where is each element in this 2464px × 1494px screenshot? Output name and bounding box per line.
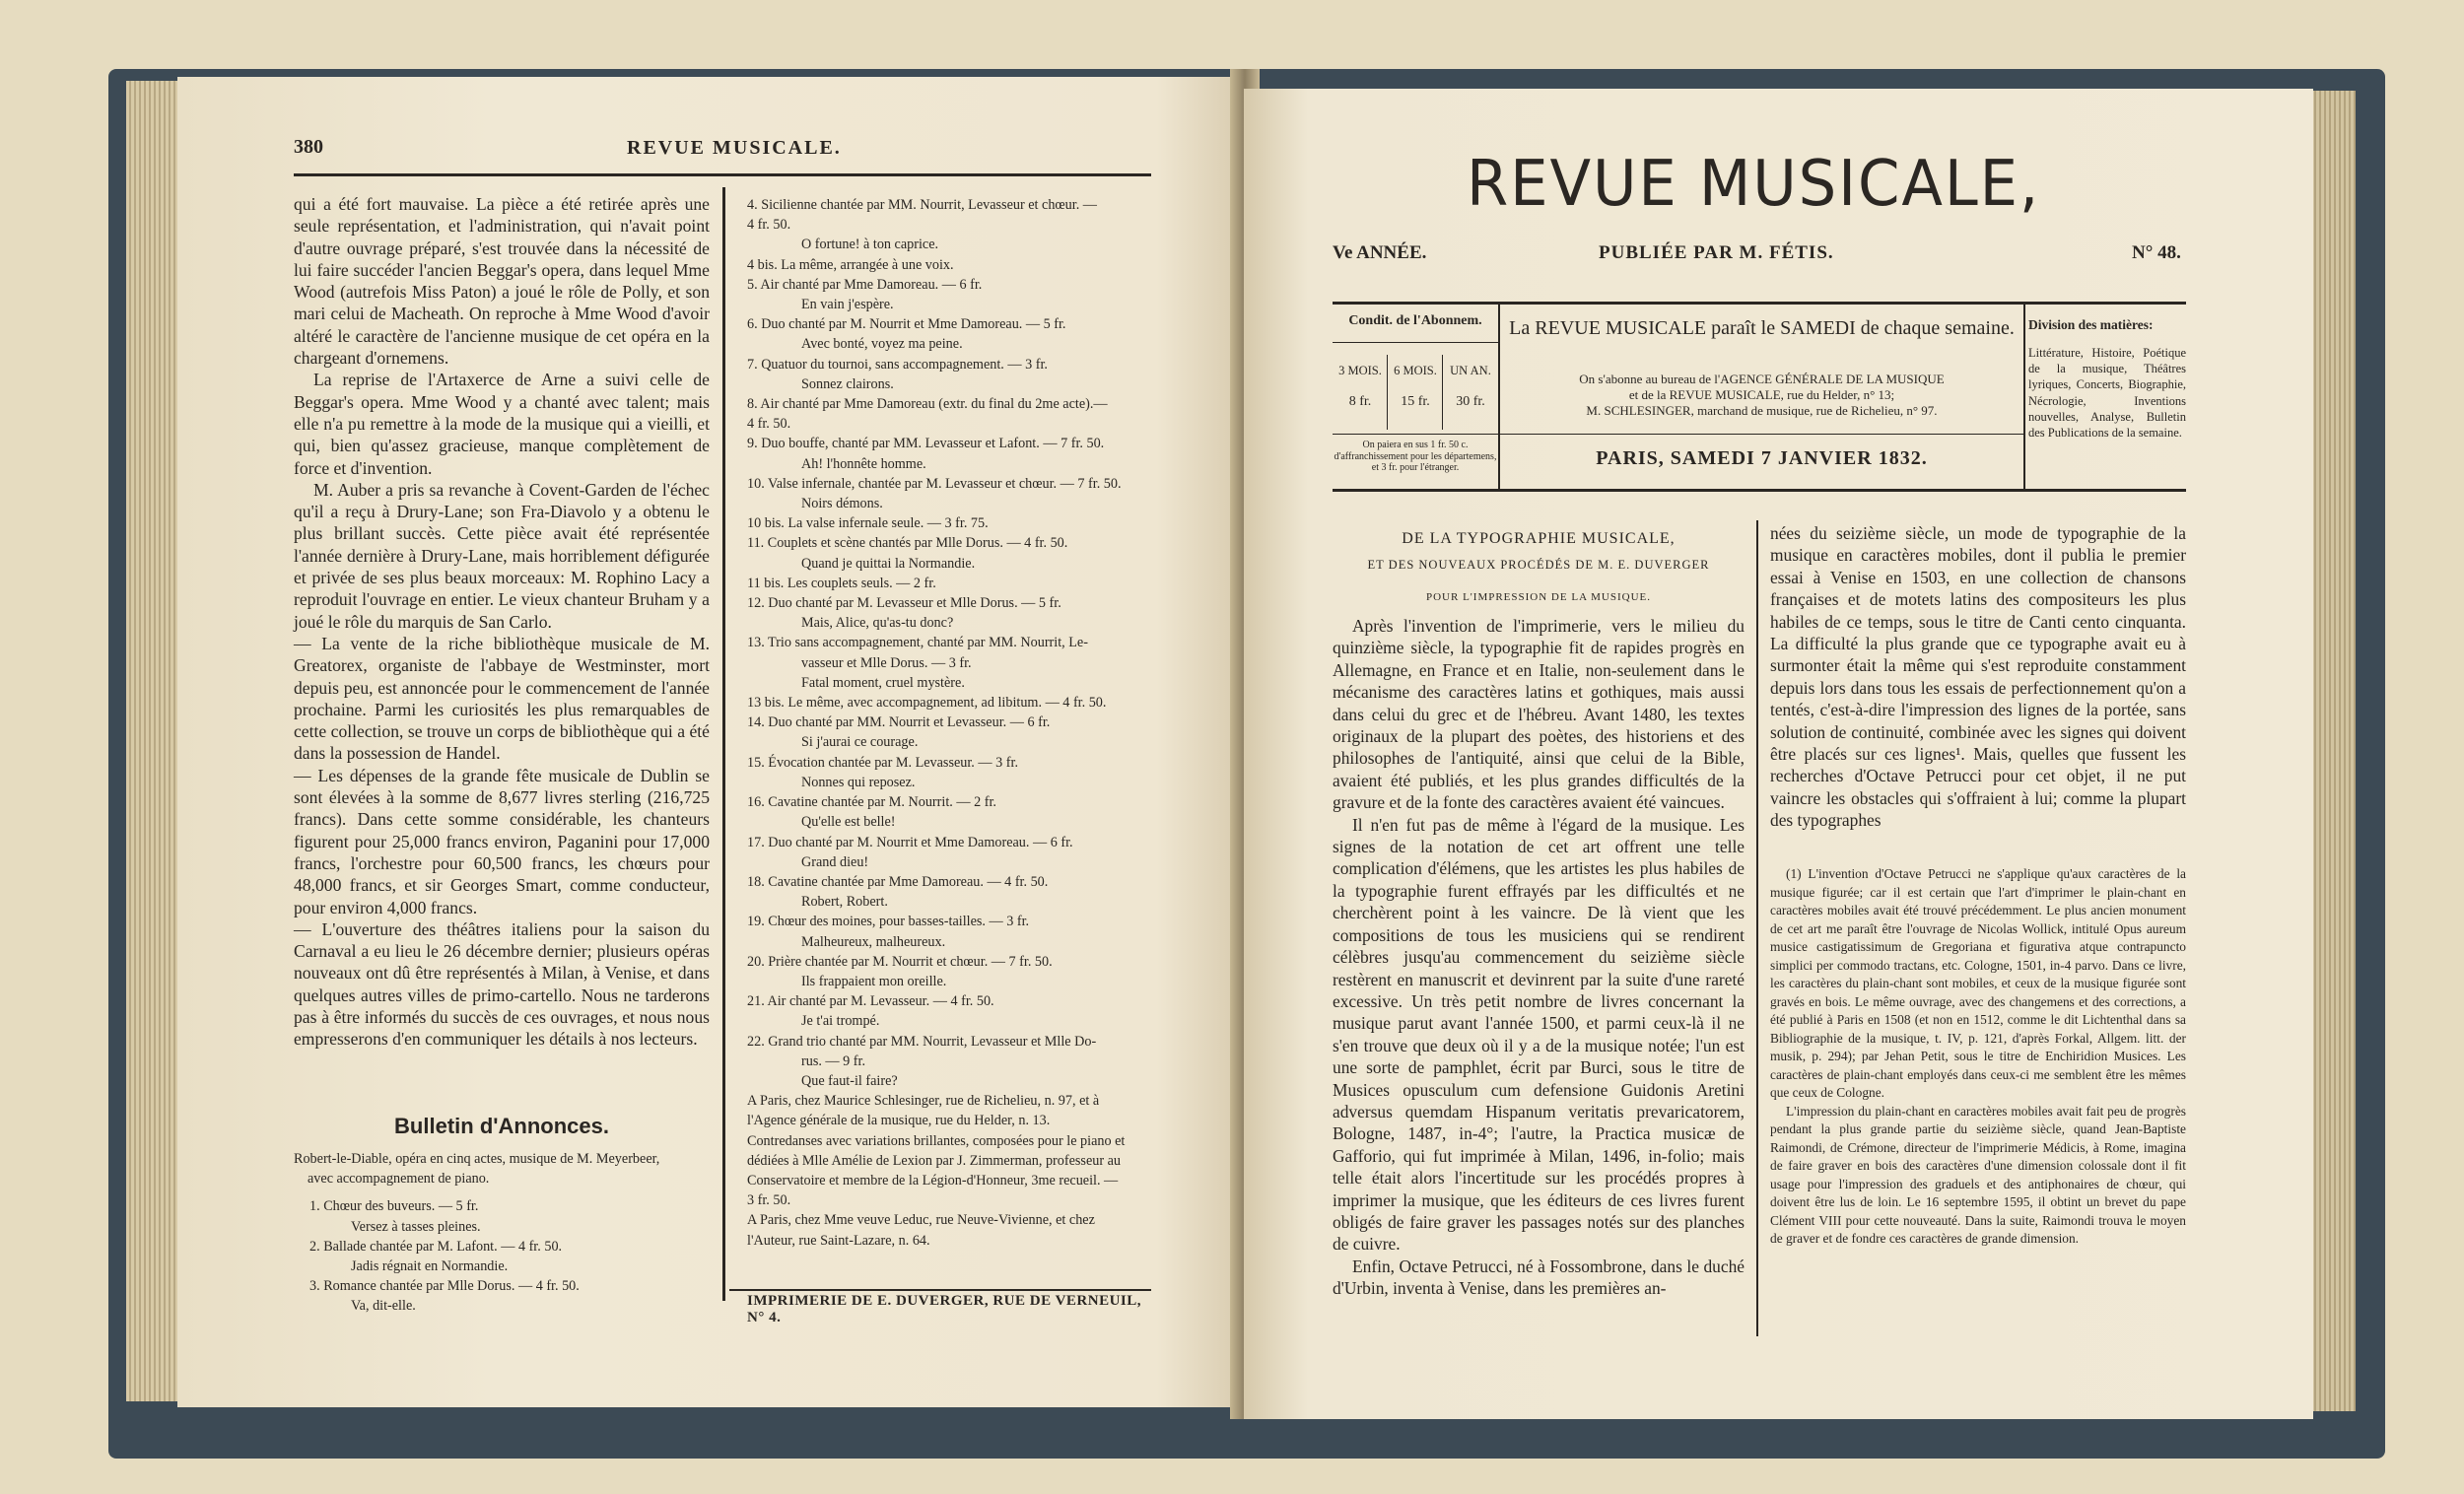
imprint-rule [729, 1289, 1151, 1291]
footnote-paragraph: (1) L'invention d'Octave Petrucci ne s'applique qu'aux caractères de la musique figurée; car il est certain que l'art d'imprimer le plain-chant en caractères mobiles avait été trouvé précédemment. Le plus ancien monument de cet art me paraît être l'ouvrage de Nicolas Wollick, intitulé Opus aureum musice castigatissimum de Gregoriana et figurativa atque contrapuncto simplici per commodo tractans, etc. Cologne, 1501, in-4 parvo. Dans ce livre, les caractères du plain-chant sont mobiles, et ceux de la musique figurée sont gravés en bois. Le même ouvrage, avec des changemens et des corrections, a été publié à Paris en 1508 (et non en 1512, comme le dit Lichtenthal dans sa Bibliographie de la musique, t. IV, p. 121, d'après Forkal, Allgem. litt. der musik, p. 294); par Jehan Petit, sous le titre de Enchiridion Musices. Les caractères de plain-chant employés dans ceux-ci me semblent être les mêmes que ceux de Cologne. [1770, 866, 2186, 1100]
catalog-line: 22. Grand trio chanté par MM. Nourrit, Levasseur et Mlle Do- [747, 1033, 1097, 1050]
catalog-line: dédiées à Mlle Amélie de Lexion par J. Zimmerman, professeur au [747, 1152, 1121, 1169]
catalog-line: 9. Duo bouffe, chanté par MM. Levasseur et Lafont. — 7 fr. 50. [747, 436, 1105, 452]
catalog-line: Contredanses avec variations brillantes, composées pour le piano et [747, 1132, 1126, 1149]
subscription-title: Condit. de l'Abonnem. [1348, 313, 1482, 328]
catalog-line: Malheureux, malheureux. [801, 933, 946, 950]
paragraph: Il n'en fut pas de même à l'égard de la musique. Les signes de la notation de cet art offrent une telle complication d'élémens, que les artistes les plus habiles de la typographie furent effrayés par les difficultés et ne cherchèrent point à les vaincre. De là vient que les compositions de tous les musiciens qui se rendirent célèbres jusqu'au commencement du seizième siècle restèrent en manuscrit et devinrent par la suite d'une rareté excessive. Un très petit nombre de livres concernant la musique parut avant l'année 1500, et parmi ceux-là il ne s'en trouve que deux où il y a de la musique notée; l'un est une sorte de pamphlet, écrit par Burci, sous le titre de Musices opusculum cum defensione Guidonis Aretini adversus quemdam Hispanum veritatis prevaricatorem, Bologne, 1487, in-4°; l'autre, la Practica musicæ de Gafforio, qui fut imprimée à Milan, 1496, in-folio; mais telle était alors l'incertitude sur les procédés propres à imprimer la musique, que les éditeurs de ces livres furent obligés de faire graver les passages notés sur des planches de cuivre. [1333, 814, 1745, 1255]
running-head: REVUE MUSICALE. [627, 137, 842, 159]
column-divider [1756, 520, 1758, 1336]
header-rule [294, 173, 1151, 176]
paragraph: — La vente de la riche bibliothèque musicale de M. Greatorex, organiste de l'abbaye de Westminster, mort depuis peu, est annoncée pour le commencement de l'année prochaine. Parmi les curiosités les plus remarquables de cette collection, se trouve un corps de bibliothèque qui a été dans la possession de Handel. [294, 633, 710, 764]
catalog-line: 16. Cavatine chantée par M. Nourrit. — 2 fr. [747, 794, 996, 811]
paragraph: — Les dépenses de la grande fête musicale de Dublin se sont élevées à la somme de 8,677 livres sterling (216,725 francs). Dans cette somme considérable, les chanteurs figurent pour 25,000 francs environ, Paganini pour 17,000 francs, l'orchestre pour 60,500 francs, les chœurs pour 48,000 francs, et sir Georges Smart, comme conducteur, pour environ 4,000 francs. [294, 765, 710, 917]
paragraph: La reprise de l'Artaxerce de Arne a suivi celle de Beggar's opera. Mme Wood y a chanté avec talent; mais elle n'a pu remettre à la mode de la musique qui a vieilli, et qui, bien qu'assez gracieuse, manque complètement de force et d'invention. [294, 370, 710, 478]
subscription-address: M. SCHLESINGER, marchand de musique, rue de Richelieu, n° 97. [1586, 403, 1938, 418]
catalog-line: Sonnez clairons. [801, 375, 894, 392]
box-divider-right [2023, 304, 2025, 489]
subscription-address: et de la REVUE MUSICALE, rue du Helder, n° 13; [1628, 387, 1895, 402]
article-column-2 [1770, 522, 2186, 832]
catalog-line: l'Agence générale de la musique, rue du Helder, n. 13. [747, 1113, 1051, 1129]
article-title: DE LA TYPOGRAPHIE MUSICALE, [1402, 530, 1676, 547]
catalog-line: vasseur et Mlle Dorus. — 3 fr. [801, 654, 972, 671]
catalog-line: Que faut-il faire? [801, 1072, 898, 1089]
catalog-line: 17. Duo chanté par M. Nourrit et Mme Damoreau. — 6 fr. [747, 834, 1073, 850]
catalog-line: Quand je quittai la Normandie. [801, 555, 976, 572]
catalog-line: 18. Cavatine chantée par Mme Damoreau. — 4 fr. 50. [747, 873, 1049, 890]
catalog-line: O fortune! à ton caprice. [801, 237, 939, 253]
catalog-line: A Paris, chez Maurice Schlesinger, rue de Richelieu, n. 97, et à [747, 1093, 1100, 1110]
catalog-line: 6. Duo chanté par M. Nourrit et Mme Damoreau. — 5 fr. [747, 316, 1066, 333]
bulletin-line: Robert-le-Diable, opéra en cinq actes, musique de M. Meyerbeer, [294, 1151, 660, 1167]
paragraph: nées du seizième siècle, un mode de typographie de la musique en caractères mobiles, dont il publia le premier essai à Venise en 1503, en une collection de chansons françaises et de motets latins des compositeurs les plus habiles de ce temps, sous le titre de Canti cento cinquanta. La difficulté la plus grande que ce typographe avait eu à surmonter était la même qui s'est reproduite constamment depuis lors dans tous les essais de perfectionnement qu'on a tentés, c'est-à-dire l'impression des lignes de la portée, sans solution de continuité, combinée avec les signes qui doivent être placés sur ces lignes¹. Mais, quelles que fussent les recherches d'Octave Petrucci pour cet objet, il ne put vaincre les obstacles qui s'offraient à lui; comme la plupart des typographes [1770, 523, 2186, 831]
catalog-line: 14. Duo chanté par MM. Nourrit et Levasseur. — 6 fr. [747, 714, 1051, 731]
article-column-1 [1333, 615, 1745, 1300]
catalog-line: 4 fr. 50. [747, 217, 791, 234]
paragraph: Enfin, Octave Petrucci, né à Fossombrone, dans le duché d'Urbin, inventa à Venise, dans les premières an- [1333, 1256, 1745, 1299]
issue-number: N° 48. [2132, 242, 2181, 263]
masthead-rule-bottom [1333, 489, 2186, 492]
catalog-line: Nonnes qui reposez. [801, 774, 916, 790]
catalog-line: rus. — 9 fr. [801, 1053, 866, 1069]
catalog-line: 4. Sicilienne chantée par MM. Nourrit, Levasseur et chœur. — [747, 197, 1097, 213]
paragraph: qui a été fort mauvaise. La pièce a été retirée après une seule représentation, et l'administration, qui n'avait point d'autre ouvrage préparé, s'est trouvée dans la nécessité de lui faire succéder l'ancien Beggar's opera, dans lequel Mme Wood (autrefois Miss Paton) a joué le rôle de Polly, et son mari celui de Macheath. On reproche à Mme Wood d'avoir altéré le caractère de l'ancienne musique de cet opéra en la chargeant d'ornemens. [294, 194, 710, 369]
masthead-rule-top [1333, 302, 2186, 305]
catalog-line: Si j'aurai ce courage. [801, 734, 919, 751]
article-subtitle: ET DES NOUVEAUX PROCÉDÉS DE M. E. DUVERGER [1367, 558, 1710, 572]
left-column-1 [294, 193, 710, 1051]
center-box-rule [1500, 434, 2023, 435]
imprint: IMPRIMERIE DE E. DUVERGER, RUE DE VERNEUIL, N° 4. [747, 1293, 1142, 1325]
left-column-2 [747, 195, 1151, 1251]
bulletin-line: Jadis régnait en Normandie. [351, 1258, 509, 1275]
catalog-line: Noirs démons. [801, 496, 883, 512]
catalog-line: 20. Prière chantée par M. Nourrit et chœur. — 7 fr. 50. [747, 953, 1053, 970]
cell-divider [1387, 355, 1388, 430]
catalog-line: 11 bis. Les couplets seuls. — 2 fr. [747, 575, 936, 591]
publication-notice: La REVUE MUSICALE paraît le SAMEDI de chaque semaine. [1509, 317, 2015, 339]
division-text: Littérature, Histoire, Poétique de la musique, Théâtres lyriques, Concerts, Biographie, Nécrologie, Inventions nouvelles, Analyse, Bulletin des Publications de la semaine. [2028, 346, 2186, 441]
article-subtitle: POUR L'IMPRESSION DE LA MUSIQUE. [1425, 591, 1652, 603]
subscription-price: 30 fr. [1456, 394, 1485, 409]
paragraph: M. Auber a pris sa revanche à Covent-Garden de l'échec qu'il a reçu à Drury-Lane; son Fra-Diavolo y a obtenu le plus brillant succès. Cette pièce avait été représentée l'année dernière à Drury-Lane, mais horriblement défigurée et privée de ses plus beaux morceaux: M. Rophino Lacy a reproduit l'ouvrage en entier. Le vieux chanteur Bruham y a joué le rôle du marquis de San Carlo. [294, 479, 710, 632]
paragraph: Après l'invention de l'imprimerie, vers le milieu du quinzième siècle, la typographie fit de rapides progrès en Allemagne, en France et en Italie, non-seulement dans le mécanisme des caractères latins et gothiques, mais aussi dans celui du grec et de l'hébreu. Avant 1480, les textes originaux de la plupart des poètes, des historiens et des philosophes de l'antiquité, ainsi que celui de la Bible, avaient été publiés, et les plus grandes difficultés de la gravure et de la fonte des caractères avaient été vaincues. [1333, 616, 1745, 813]
catalog-line: 10. Valse infernale, chantée par M. Levasseur et chœur. — 7 fr. 50. [747, 475, 1122, 492]
subscription-rule [1333, 434, 1498, 435]
column-divider [722, 187, 725, 1301]
catalog-line: 8. Air chanté par Mme Damoreau (extr. du final du 2me acte).— [747, 396, 1108, 413]
catalog-line: l'Auteur, rue Saint-Lazare, n. 64. [747, 1232, 930, 1249]
catalog-line: Avec bonté, voyez ma peine. [801, 336, 963, 353]
subscription-header: 6 MOIS. [1394, 364, 1437, 377]
catalog-line: Grand dieu! [801, 853, 869, 870]
subscription-address: On s'abonne au bureau de l'AGENCE GÉNÉRALE DE LA MUSIQUE [1579, 372, 1945, 386]
catalog-line: Ils frappaient mon oreille. [801, 973, 947, 989]
bulletin-line: 2. Ballade chantée par M. Lafont. — 4 fr. 50. [309, 1238, 563, 1255]
subscription-price: 8 fr. [1348, 394, 1372, 409]
catalog-line: Ah! l'honnête homme. [801, 455, 926, 472]
footnote [1770, 865, 2186, 1249]
catalog-line: 5. Air chanté par Mme Damoreau. — 6 fr. [747, 276, 983, 293]
subscription-price: 15 fr. [1401, 394, 1430, 409]
catalog-line: En vain j'espère. [801, 297, 894, 313]
catalog-line: 11. Couplets et scène chantés par Mlle Dorus. — 4 fr. 50. [747, 535, 1068, 552]
catalog-line: 15. Évocation chantée par M. Levasseur. — 3 fr. [747, 754, 1018, 771]
division-title: Division des matières: [2028, 317, 2154, 332]
paragraph: — L'ouverture des théâtres italiens pour la saison du Carnaval a eu lieu le 26 décembre dernier; plusieurs opéras nouveaux ont dû être représentés à Milan, à Venise, et dans quelques autres villes de primo-cartello. Nous ne tarderons pas à être informés du succès de ces ouvrages, et nous nous empresserons d'en communiquer les détails à nos lecteurs. [294, 918, 710, 1050]
catalog-line: Mais, Alice, qu'as-tu donc? [801, 615, 954, 632]
dateline: PARIS, SAMEDI 7 JANVIER 1832. [1596, 447, 1928, 469]
catalog-line: 10 bis. La valse infernale seule. — 3 fr. 75. [747, 515, 989, 532]
catalog-line: 7. Quatuor du tournoi, sans accompagnement. — 3 fr. [747, 356, 1048, 373]
catalog-line: Robert, Robert. [801, 894, 888, 911]
page-edges-left [126, 81, 185, 1401]
catalog-line: 12. Duo chanté par M. Levasseur et Mlle Dorus. — 5 fr. [747, 595, 1061, 612]
subscription-rule [1333, 342, 1498, 343]
publisher-line: PUBLIÉE PAR M. FÉTIS. [1599, 242, 1834, 263]
catalog-line: A Paris, chez Mme veuve Leduc, rue Neuve-Vivienne, et chez [747, 1212, 1095, 1229]
catalog-line: 21. Air chanté par M. Levasseur. — 4 fr. 50. [747, 993, 994, 1010]
catalog-line: 4 bis. La même, arrangée à une voix. [747, 256, 954, 273]
catalog-line: Qu'elle est belle! [801, 814, 896, 831]
footnote-paragraph: L'impression du plain-chant en caractères mobiles avait fait peu de progrès pendant la plus grande partie du seizième siècle, quand Jean-Baptiste Raimondi, de Crémone, directeur de l'imprimerie Médicis, à Rome, imagina de faire graver en bois des caractères d'une dimension colossale dont il fit usage pour l'impression des graduels et des antiphonaires de chœur, qui doivent être lus de loin. Le 16 septembre 1595, il obtint un brevet du pape Clément VIII pour cette nouveauté. Dans la suite, Raimondi trouva le moyen de graver et de fondre ces caractères de grande dimension. [1770, 1103, 2186, 1246]
catalog-line: 4 fr. 50. [747, 416, 791, 433]
subscription-header: 3 MOIS. [1338, 364, 1382, 377]
bulletin-title: Bulletin d'Annonces. [394, 1114, 609, 1138]
volume-year: Ve ANNÉE. [1333, 242, 1427, 263]
bulletin-line: Va, dit-elle. [351, 1298, 416, 1315]
page-edges-right [2306, 91, 2356, 1411]
catalog-line: Fatal moment, cruel mystère. [801, 674, 965, 691]
page-number: 380 [294, 136, 323, 158]
catalog-line: Conservatoire et membre de la Légion-d'Honneur, 3me recueil. — [747, 1172, 1119, 1188]
cell-divider [1442, 355, 1443, 430]
catalog-line: 19. Chœur des moines, pour basses-tailles. — 3 fr. [747, 914, 1030, 930]
bulletin-line: avec accompagnement de piano. [308, 1171, 490, 1188]
bulletin-list [294, 1149, 710, 1317]
bulletin-line: Versez à tasses pleines. [351, 1218, 481, 1235]
catalog-line: 13. Trio sans accompagnement, chanté par MM. Nourrit, Le- [747, 635, 1088, 651]
catalog-line: Je t'ai trompé. [801, 1013, 880, 1030]
subscription-note: On paiera en sus 1 fr. 50 c. d'affranchissement pour les départemens, et 3 fr. pour l'étranger. [1334, 440, 1497, 473]
masthead-title: REVUE MUSICALE, [1467, 148, 2041, 221]
subscription-header: UN AN. [1450, 364, 1491, 377]
catalog-line: 3 fr. 50. [747, 1192, 791, 1209]
bulletin-line: 1. Chœur des buveurs. — 5 fr. [309, 1198, 479, 1215]
bulletin-line: 3. Romance chantée par Mlle Dorus. — 4 fr. 50. [309, 1278, 580, 1295]
catalog-line: 13 bis. Le même, avec accompagnement, ad libitum. — 4 fr. 50. [747, 695, 1107, 712]
